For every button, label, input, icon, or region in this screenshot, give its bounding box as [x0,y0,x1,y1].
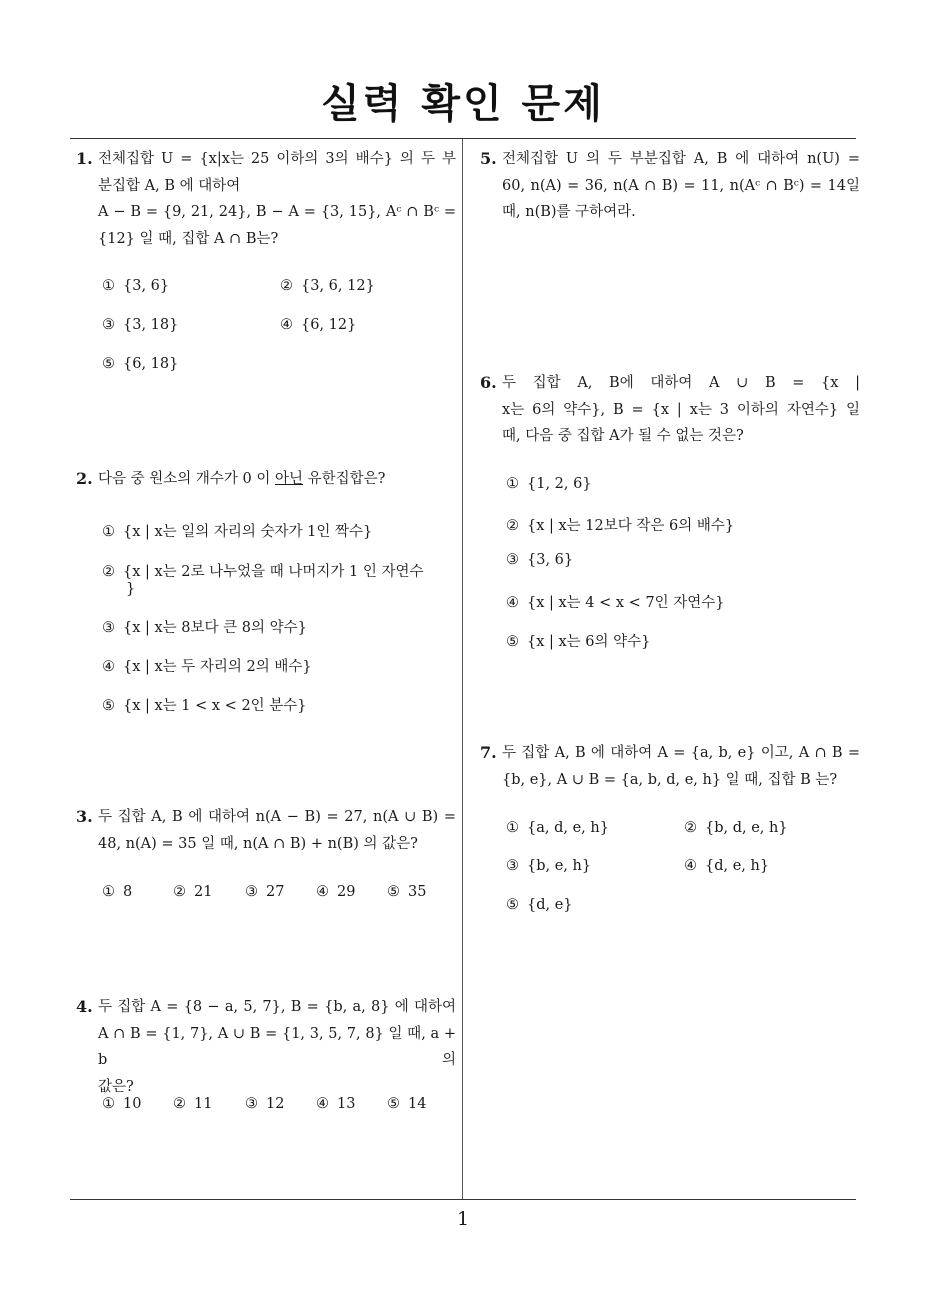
choice-mark: ④ [316,1096,329,1112]
question-7 [480,740,860,793]
choice-text: {3, 6} [123,278,170,294]
choice-text-continuation: } [126,581,136,597]
choice-6-4[interactable] [506,591,725,612]
column-divider [462,139,463,1199]
choice-1-2[interactable] [280,278,375,294]
choice-mark: ② [173,884,186,900]
choice-4-5[interactable] [387,1096,426,1112]
choice-mark: ④ [684,858,697,874]
choice-text: {a, d, e, h} [527,820,609,836]
question-text-line: 두 집합 A = {8 − a, 5, 7}, B = {b, a, 8} 에 대하여 [98,999,456,1015]
question-text-line: 때, n(B)를 구하여라. [502,204,636,220]
question-6 [480,370,860,450]
choice-text: {d, e, h} [705,858,770,874]
choice-text: 12 [266,1096,285,1112]
choice-text: {d, e} [527,897,573,913]
choice-4-2[interactable] [173,1096,212,1112]
choice-7-5[interactable] [506,897,573,913]
choice-3-1[interactable] [102,884,132,900]
choice-2-1[interactable] [102,520,372,541]
choice-1-1[interactable] [102,278,169,294]
choice-3-4[interactable] [316,884,355,900]
question-number: 4. [76,997,93,1016]
choice-mark: ② [280,278,293,294]
question-3 [76,804,456,857]
choice-1-4[interactable] [280,317,356,333]
choice-text: {3, 6} [527,552,574,568]
choice-mark: ① [102,1096,115,1112]
question-2 [76,466,456,493]
choice-text: {x | x는 12보다 작은 6의 배수} [527,518,735,534]
choice-mark: ⑤ [102,356,115,372]
question-text-line: 분집합 A, B 에 대하여 [98,177,241,194]
question-text-line: 값은? [98,1078,134,1095]
choice-mark: ② [173,1096,186,1112]
question-text-line: x는 6의 약수}, B = {x | x는 3 이하의 자연수} 일 [502,401,860,418]
choice-6-1[interactable] [506,476,592,492]
choice-text: {x | x는 2로 나누었을 때 나머지가 1 인 자연수 [123,564,424,580]
choice-text: {x | x는 8보다 큰 8의 약수} [123,620,307,636]
choice-6-5[interactable] [506,630,650,651]
page-title: 실력 확인 문제 [321,81,605,127]
choice-2-4[interactable] [102,655,312,676]
choice-mark: ④ [316,884,329,900]
choice-mark: ② [684,820,697,836]
choice-mark: ③ [245,1096,258,1112]
choice-text: 14 [408,1096,427,1112]
choice-text: 29 [337,884,356,900]
choice-3-5[interactable] [387,884,426,900]
choice-mark: ③ [506,858,519,874]
choice-7-2[interactable] [684,820,788,836]
choice-3-2[interactable] [173,884,212,900]
choice-mark: ⑤ [387,884,400,900]
choice-1-3[interactable] [102,317,178,333]
choice-text: {1, 2, 6} [527,476,592,492]
choice-mark: ⑤ [102,698,115,714]
choice-text: 8 [123,884,133,900]
question-text-line: 두 집합 A, B 에 대하여 A = {a, b, e} 이고, A ∩ B = [502,745,860,761]
choice-text: 10 [123,1096,142,1112]
page-number: 1 [456,1208,470,1230]
choice-mark: ③ [245,884,258,900]
question-text-line: 48, n(A) = 35 일 때, n(A ∩ B) + n(B) 의 값은? [98,835,418,852]
choice-text: 11 [194,1096,213,1112]
choice-4-3[interactable] [245,1096,284,1112]
choice-1-5[interactable] [102,356,178,372]
question-text-line: 두 집합 A, B 에 대하여 n(A − B) = 27, n(A ∪ B) = [98,809,456,825]
choice-text: {x | x는 1 < x < 2인 분수} [123,698,307,714]
choice-2-2[interactable] [102,560,424,597]
choice-text: {3, 18} [123,317,179,333]
question-text: 다음 중 원소의 개수가 0 이 [98,471,275,487]
choice-text: {x | x는 일의 자리의 숫자가 1인 짝수} [123,524,373,540]
question-text-line: 60, n(A) = 36, n(A ∩ B) = 11, n(Aᶜ ∩ Bᶜ) = 14일 [502,177,860,194]
choice-3-3[interactable] [245,884,284,900]
question-number: 2. [76,469,93,488]
choice-mark: ⑤ [506,897,519,913]
choice-text: 35 [408,884,427,900]
choice-2-3[interactable] [102,616,307,637]
choice-text: 27 [266,884,285,900]
question-text-line: A ∩ B = {1, 7}, A ∪ B = {1, 3, 5, 7, 8} 일 때, a + b 의 [98,1025,456,1068]
question-number: 7. [480,743,497,762]
choice-text: {x | x는 두 자리의 2의 배수} [123,659,312,675]
choice-mark: ① [102,524,115,540]
choice-mark: ⑤ [387,1096,400,1112]
question-text-line: A − B = {9, 21, 24}, B − A = {3, 15}, Aᶜ ∩ Bᶜ = [98,204,456,220]
choice-text: {3, 6, 12} [301,278,375,294]
choice-mark: ① [102,278,115,294]
question-1 [76,146,456,252]
choice-mark: ① [506,476,519,492]
question-number: 3. [76,807,93,826]
choice-text: {6, 12} [301,317,357,333]
question-text-line: 전체집합 U = {x|x는 25 이하의 3의 배수} 의 두 부 [98,151,456,167]
choice-mark: ③ [506,552,519,568]
question-text-line [98,466,456,493]
choice-4-1[interactable] [102,1096,141,1112]
question-4 [76,994,456,1100]
choice-mark: ① [506,820,519,836]
choice-mark: ③ [102,620,115,636]
choice-mark: ② [506,518,519,534]
choice-text: {x | x는 6의 약수} [527,634,651,650]
choice-text: 13 [337,1096,356,1112]
choice-mark: ③ [102,317,115,333]
choice-text: {b, e, h} [527,858,592,874]
choice-text: {b, d, e, h} [705,820,788,836]
choice-mark: ④ [506,595,519,611]
choice-text: 21 [194,884,213,900]
header-rule [70,138,856,139]
question-number: 6. [480,373,497,392]
choice-mark: ① [102,884,115,900]
choice-mark: ⑤ [506,634,519,650]
choice-7-4[interactable] [684,858,769,874]
choice-6-2[interactable] [506,514,734,535]
choice-mark: ④ [280,317,293,333]
choice-4-4[interactable] [316,1096,355,1112]
choice-2-5[interactable] [102,694,307,715]
choice-mark: ④ [102,659,115,675]
choice-text: {x | x는 4 < x < 7인 자연수} [527,595,725,611]
question-number: 1. [76,149,93,168]
question-5 [480,146,860,226]
question-number: 5. [480,149,497,168]
footer-rule [70,1199,856,1200]
question-text-line: 때, 다음 중 집합 A가 될 수 없는 것은? [502,428,744,444]
choice-text: {6, 18} [123,356,179,372]
underlined-text: 아닌 [274,471,303,487]
question-text-line: {b, e}, A ∪ B = {a, b, d, e, h} 일 때, 집합 B 는? [502,771,838,788]
choice-7-3[interactable] [506,858,591,874]
choice-6-3[interactable] [506,552,573,568]
choice-7-1[interactable] [506,820,609,836]
question-text-line: {12} 일 때, 집합 A ∩ B는? [98,230,279,247]
question-text-line: 두 집합 A, B에 대하여 A ∪ B = {x | [502,375,860,391]
question-text-line: 전체집합 U 의 두 부분집합 A, B 에 대하여 n(U) = [502,151,860,167]
choice-mark: ② [102,564,115,580]
question-text: 유한집합은? [302,471,386,487]
